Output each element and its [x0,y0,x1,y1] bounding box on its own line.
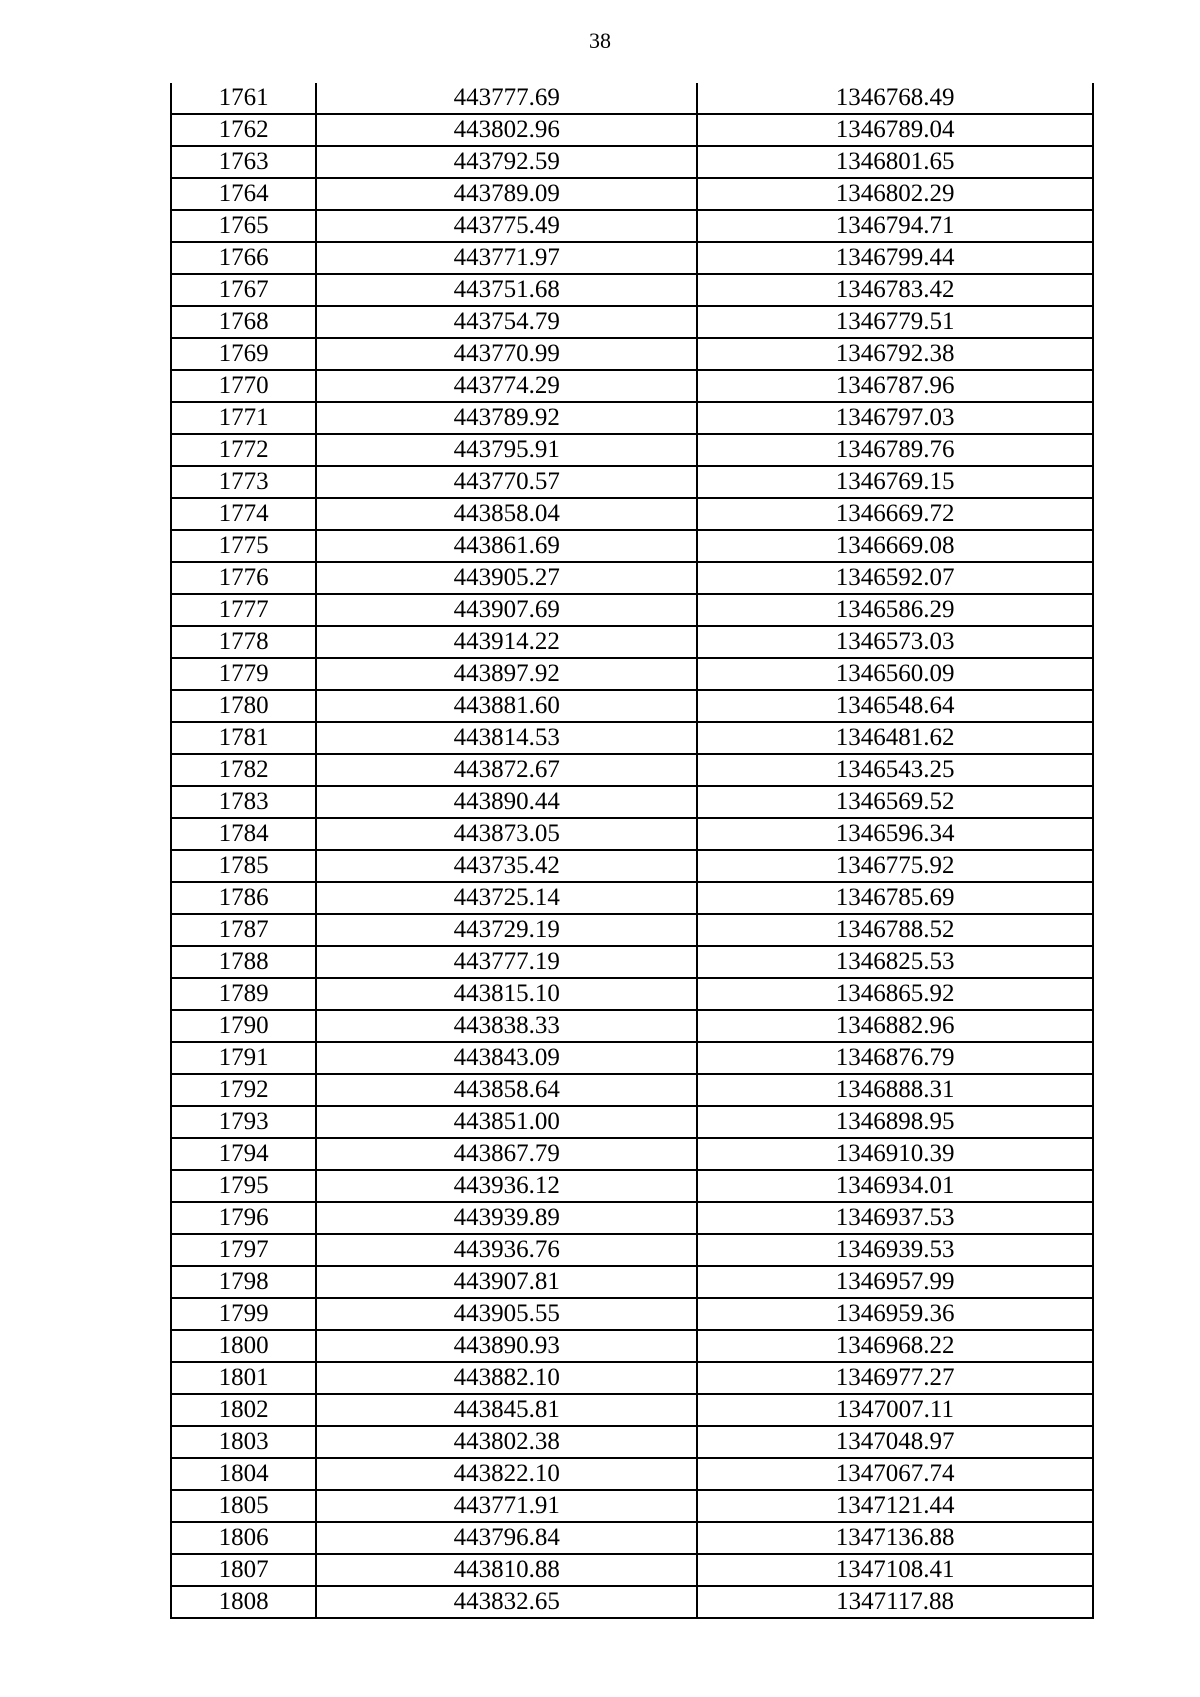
point-number-cell: 1788 [171,946,316,978]
point-number-cell: 1783 [171,786,316,818]
point-number-cell: 1794 [171,1138,316,1170]
y-coordinate-cell: 1346792.38 [697,338,1093,370]
table-row [171,274,1093,306]
y-coordinate-cell: 1346669.72 [697,498,1093,530]
x-coordinate-cell: 443936.76 [316,1234,697,1266]
y-coordinate-cell: 1347136.88 [697,1522,1093,1554]
point-number-cell: 1763 [171,146,316,178]
table-row [171,1458,1093,1490]
y-coordinate-cell: 1346560.09 [697,658,1093,690]
table-row [171,1330,1093,1362]
table-row [171,1394,1093,1426]
table-row [171,1138,1093,1170]
x-coordinate-cell: 443754.79 [316,306,697,338]
x-coordinate-cell: 443735.42 [316,850,697,882]
x-coordinate-cell: 443810.88 [316,1554,697,1586]
table-row [171,978,1093,1010]
table-row [171,210,1093,242]
y-coordinate-cell: 1346794.71 [697,210,1093,242]
x-coordinate-cell: 443897.92 [316,658,697,690]
x-coordinate-cell: 443814.53 [316,722,697,754]
y-coordinate-cell: 1346596.34 [697,818,1093,850]
coordinates-table-body [171,83,1093,1618]
x-coordinate-cell: 443832.65 [316,1586,697,1618]
point-number-cell: 1777 [171,594,316,626]
y-coordinate-cell: 1346787.96 [697,370,1093,402]
point-number-cell: 1780 [171,690,316,722]
x-coordinate-cell: 443822.10 [316,1458,697,1490]
table-row [171,1426,1093,1458]
table-row [171,178,1093,210]
x-coordinate-cell: 443939.89 [316,1202,697,1234]
table-row [171,1234,1093,1266]
x-coordinate-cell: 443890.93 [316,1330,697,1362]
table-row [171,498,1093,530]
table-row [171,466,1093,498]
x-coordinate-cell: 443914.22 [316,626,697,658]
table-row [171,1586,1093,1618]
y-coordinate-cell: 1346959.36 [697,1298,1093,1330]
table-row [171,1010,1093,1042]
y-coordinate-cell: 1346569.52 [697,786,1093,818]
point-number-cell: 1770 [171,370,316,402]
y-coordinate-cell: 1346802.29 [697,178,1093,210]
x-coordinate-cell: 443771.91 [316,1490,697,1522]
x-coordinate-cell: 443792.59 [316,146,697,178]
y-coordinate-cell: 1347007.11 [697,1394,1093,1426]
point-number-cell: 1808 [171,1586,316,1618]
y-coordinate-cell: 1346788.52 [697,914,1093,946]
x-coordinate-cell: 443843.09 [316,1042,697,1074]
y-coordinate-cell: 1346957.99 [697,1266,1093,1298]
x-coordinate-cell: 443802.38 [316,1426,697,1458]
x-coordinate-cell: 443838.33 [316,1010,697,1042]
y-coordinate-cell: 1346789.76 [697,434,1093,466]
table-row [171,946,1093,978]
y-coordinate-cell: 1346882.96 [697,1010,1093,1042]
point-number-cell: 1790 [171,1010,316,1042]
y-coordinate-cell: 1346801.65 [697,146,1093,178]
point-number-cell: 1761 [171,83,316,114]
point-number-cell: 1796 [171,1202,316,1234]
y-coordinate-cell: 1346910.39 [697,1138,1093,1170]
x-coordinate-cell: 443872.67 [316,754,697,786]
point-number-cell: 1807 [171,1554,316,1586]
table-row [171,722,1093,754]
table-row [171,114,1093,146]
point-number-cell: 1791 [171,1042,316,1074]
page-number: 38 [589,28,611,53]
x-coordinate-cell: 443882.10 [316,1362,697,1394]
y-coordinate-cell: 1346592.07 [697,562,1093,594]
table-row [171,1106,1093,1138]
point-number-cell: 1772 [171,434,316,466]
table-row [171,530,1093,562]
x-coordinate-cell: 443789.09 [316,178,697,210]
table-row [171,850,1093,882]
table-row [171,1042,1093,1074]
y-coordinate-cell: 1346785.69 [697,882,1093,914]
y-coordinate-cell: 1346898.95 [697,1106,1093,1138]
y-coordinate-cell: 1347117.88 [697,1586,1093,1618]
y-coordinate-cell: 1346669.08 [697,530,1093,562]
point-number-cell: 1801 [171,1362,316,1394]
table-row [171,1266,1093,1298]
y-coordinate-cell: 1346789.04 [697,114,1093,146]
x-coordinate-cell: 443873.05 [316,818,697,850]
x-coordinate-cell: 443845.81 [316,1394,697,1426]
y-coordinate-cell: 1346783.42 [697,274,1093,306]
table-row [171,370,1093,402]
x-coordinate-cell: 443771.97 [316,242,697,274]
x-coordinate-cell: 443851.00 [316,1106,697,1138]
point-number-cell: 1771 [171,402,316,434]
x-coordinate-cell: 443802.96 [316,114,697,146]
y-coordinate-cell: 1346799.44 [697,242,1093,274]
y-coordinate-cell: 1346775.92 [697,850,1093,882]
table-row [171,338,1093,370]
table-row [171,1170,1093,1202]
point-number-cell: 1774 [171,498,316,530]
x-coordinate-cell: 443905.27 [316,562,697,594]
y-coordinate-cell: 1346968.22 [697,1330,1093,1362]
table-row [171,1490,1093,1522]
y-coordinate-cell: 1347108.41 [697,1554,1093,1586]
point-number-cell: 1773 [171,466,316,498]
table-row [171,1522,1093,1554]
x-coordinate-cell: 443867.79 [316,1138,697,1170]
point-number-cell: 1802 [171,1394,316,1426]
y-coordinate-cell: 1346779.51 [697,306,1093,338]
x-coordinate-cell: 443795.91 [316,434,697,466]
table-row [171,754,1093,786]
y-coordinate-cell: 1346548.64 [697,690,1093,722]
table-row [171,1074,1093,1106]
point-number-cell: 1797 [171,1234,316,1266]
x-coordinate-cell: 443881.60 [316,690,697,722]
x-coordinate-cell: 443815.10 [316,978,697,1010]
table-row [171,242,1093,274]
point-number-cell: 1762 [171,114,316,146]
x-coordinate-cell: 443789.92 [316,402,697,434]
y-coordinate-cell: 1346481.62 [697,722,1093,754]
x-coordinate-cell: 443729.19 [316,914,697,946]
table-row [171,914,1093,946]
point-number-cell: 1764 [171,178,316,210]
x-coordinate-cell: 443751.68 [316,274,697,306]
point-number-cell: 1793 [171,1106,316,1138]
y-coordinate-cell: 1346797.03 [697,402,1093,434]
point-number-cell: 1799 [171,1298,316,1330]
point-number-cell: 1778 [171,626,316,658]
table-row [171,818,1093,850]
point-number-cell: 1785 [171,850,316,882]
coordinates-table [170,83,1094,1619]
y-coordinate-cell: 1346865.92 [697,978,1093,1010]
point-number-cell: 1805 [171,1490,316,1522]
point-number-cell: 1765 [171,210,316,242]
point-number-cell: 1784 [171,818,316,850]
y-coordinate-cell: 1346876.79 [697,1042,1093,1074]
y-coordinate-cell: 1347048.97 [697,1426,1093,1458]
table-row [171,1298,1093,1330]
y-coordinate-cell: 1346888.31 [697,1074,1093,1106]
point-number-cell: 1798 [171,1266,316,1298]
x-coordinate-cell: 443725.14 [316,882,697,914]
y-coordinate-cell: 1346937.53 [697,1202,1093,1234]
point-number-cell: 1800 [171,1330,316,1362]
x-coordinate-cell: 443774.29 [316,370,697,402]
x-coordinate-cell: 443890.44 [316,786,697,818]
point-number-cell: 1803 [171,1426,316,1458]
x-coordinate-cell: 443936.12 [316,1170,697,1202]
point-number-cell: 1804 [171,1458,316,1490]
table-row [171,402,1093,434]
x-coordinate-cell: 443775.49 [316,210,697,242]
point-number-cell: 1787 [171,914,316,946]
table-row [171,83,1093,114]
point-number-cell: 1789 [171,978,316,1010]
x-coordinate-cell: 443907.69 [316,594,697,626]
table-row [171,1554,1093,1586]
point-number-cell: 1806 [171,1522,316,1554]
point-number-cell: 1775 [171,530,316,562]
x-coordinate-cell: 443858.04 [316,498,697,530]
table-row [171,882,1093,914]
point-number-cell: 1767 [171,274,316,306]
x-coordinate-cell: 443861.69 [316,530,697,562]
table-row [171,626,1093,658]
x-coordinate-cell: 443770.99 [316,338,697,370]
x-coordinate-cell: 443777.19 [316,946,697,978]
y-coordinate-cell: 1346586.29 [697,594,1093,626]
x-coordinate-cell: 443907.81 [316,1266,697,1298]
x-coordinate-cell: 443858.64 [316,1074,697,1106]
point-number-cell: 1792 [171,1074,316,1106]
point-number-cell: 1786 [171,882,316,914]
y-coordinate-cell: 1346934.01 [697,1170,1093,1202]
table-row [171,786,1093,818]
y-coordinate-cell: 1346573.03 [697,626,1093,658]
table-row [171,434,1093,466]
y-coordinate-cell: 1346768.49 [697,83,1093,114]
x-coordinate-cell: 443777.69 [316,83,697,114]
y-coordinate-cell: 1346543.25 [697,754,1093,786]
y-coordinate-cell: 1346977.27 [697,1362,1093,1394]
y-coordinate-cell: 1347067.74 [697,1458,1093,1490]
y-coordinate-cell: 1346939.53 [697,1234,1093,1266]
x-coordinate-cell: 443796.84 [316,1522,697,1554]
table-row [171,658,1093,690]
table-row [171,146,1093,178]
table-row [171,1202,1093,1234]
x-coordinate-cell: 443905.55 [316,1298,697,1330]
x-coordinate-cell: 443770.57 [316,466,697,498]
y-coordinate-cell: 1347121.44 [697,1490,1093,1522]
point-number-cell: 1768 [171,306,316,338]
point-number-cell: 1776 [171,562,316,594]
table-row [171,562,1093,594]
table-row [171,1362,1093,1394]
table-row [171,594,1093,626]
point-number-cell: 1766 [171,242,316,274]
y-coordinate-cell: 1346825.53 [697,946,1093,978]
y-coordinate-cell: 1346769.15 [697,466,1093,498]
table-row [171,690,1093,722]
point-number-cell: 1795 [171,1170,316,1202]
point-number-cell: 1769 [171,338,316,370]
point-number-cell: 1779 [171,658,316,690]
table-row [171,306,1093,338]
point-number-cell: 1782 [171,754,316,786]
point-number-cell: 1781 [171,722,316,754]
